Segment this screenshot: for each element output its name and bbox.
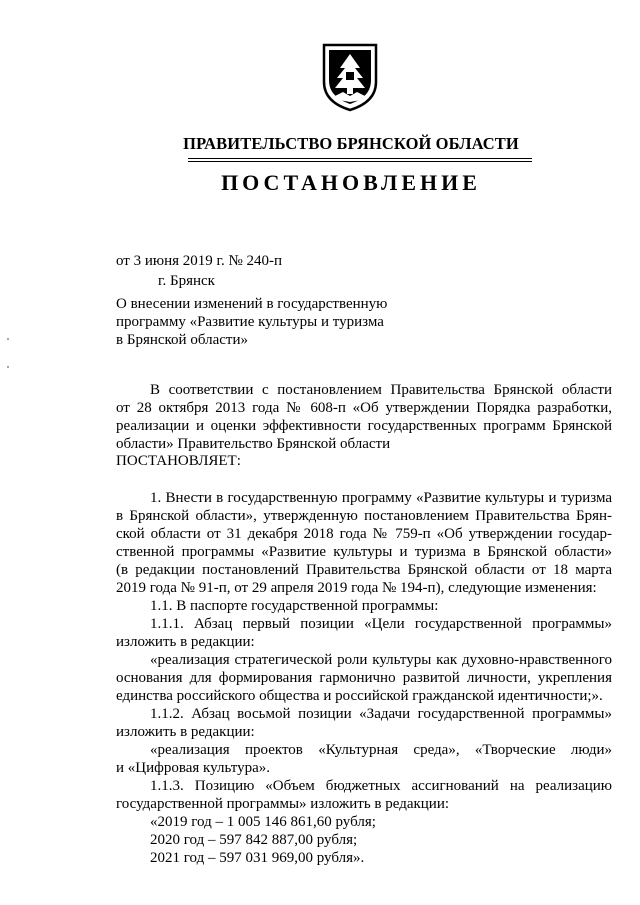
preamble-line: реализации и оценки эффективности государственных программ Брянской — [116, 418, 612, 434]
subject-line: О внесении изменений в государственную — [116, 296, 388, 312]
body-line: 1. Внести в государственную программу «Развитие культуры и туризма — [150, 490, 612, 506]
scan-speck — [7, 366, 9, 368]
subject-line: в Брянской области» — [116, 332, 248, 348]
body-line: 1.1.2. Абзац восьмой позиции «Задачи государственной программы» — [150, 706, 612, 722]
government-name: ПРАВИТЕЛЬСТВО БРЯНСКОЙ ОБЛАСТИ — [183, 134, 519, 153]
header-rule-top — [188, 158, 532, 159]
preamble-line: области» Правительство Брянской области — [116, 436, 391, 452]
body-line: государственной программы» изложить в редакции: — [116, 796, 450, 812]
quote-line: «реализация стратегической роли культуры как духовно-нравственного — [150, 652, 612, 668]
preamble-line: В соответствии с постановлением Правительства Брянской области — [150, 382, 612, 398]
body-line: в Брянской области», утвержденную постановлением Правительства Брян- — [116, 508, 612, 524]
scan-speck — [7, 338, 9, 340]
body-line: 2019 года № 91-п, от 29 апреля 2019 года № 194-п), следующие изменения: — [116, 580, 597, 596]
header-rule-bottom — [188, 161, 532, 162]
body-line: ской области от 31 декабря 2018 года № 759-п «Об утверждении государ- — [116, 526, 612, 542]
body-line: 1.1.1. Абзац первый позиции «Цели государственной программы» — [150, 616, 612, 632]
body-line: 1.1.3. Позицию «Объем бюджетных ассигнований на реализацию — [150, 778, 612, 794]
body-line: 1.1. В паспорте государственной программы: — [150, 598, 439, 614]
body-line: ственной программы «Развитие культуры и туризма в Брянской области» — [116, 544, 612, 560]
city: г. Брянск — [158, 273, 215, 289]
body-line: (в редакции постановлений Правительства Брянской области от 18 марта — [116, 562, 612, 578]
resolves: ПОСТАНОВЛЯЕТ: — [116, 453, 241, 469]
body-line: изложить в редакции: — [116, 724, 255, 740]
budget-line: «2019 год – 1 005 146 861,60 рубля; — [150, 814, 376, 830]
document-title: ПОСТАНОВЛЕНИЕ — [221, 170, 481, 195]
quote-line: «реализация проектов «Культурная среда», «Творческие люди» — [150, 742, 612, 758]
date-number: от 3 июня 2019 г. № 240-п — [116, 253, 283, 269]
budget-line: 2021 год – 597 031 969,00 рубля». — [150, 850, 365, 866]
subject-line: программу «Развитие культуры и туризма — [116, 314, 384, 330]
quote-line: и «Цифровая культура». — [116, 760, 270, 776]
preamble-line: от 28 октября 2013 года № 608-п «Об утверждении Порядка разработки, — [116, 400, 612, 416]
quote-line: основания для формирования гармонично развитой личности, укрепления — [116, 670, 612, 686]
coat-of-arms-icon — [321, 42, 379, 112]
quote-line: единства российского общества и российской гражданской идентичности;». — [116, 688, 603, 704]
budget-line: 2020 год – 597 842 887,00 рубля; — [150, 832, 358, 848]
body-line: изложить в редакции: — [116, 634, 255, 650]
